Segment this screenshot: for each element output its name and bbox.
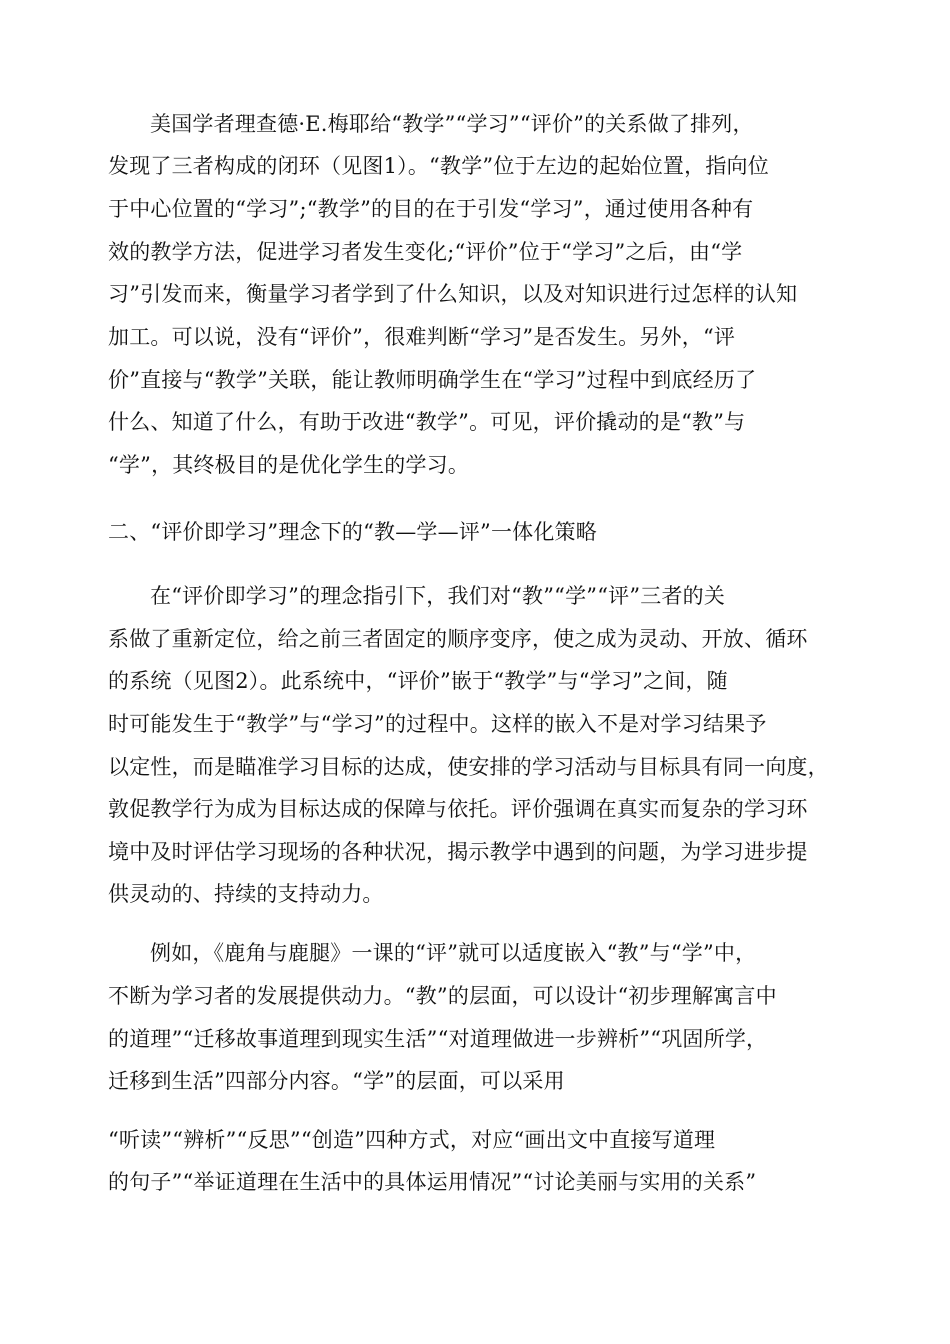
paragraph-2-line-8: 供灵动的、持续的支持动力。 [108,882,384,906]
paragraph-1-line-2: 发现了三者构成的闭环（见图1）。“教学”位于左边的起始位置，指向位 [108,154,769,178]
paragraph-1-line-9: “学”，其终极目的是优化学生的学习。 [108,453,470,477]
paragraph-3-line-4: 迁移到生活”四部分内容。“学”的层面，可以采用 [108,1069,565,1093]
paragraph-2-line-1: 在“评价即学习”的理念指引下，我们对“教”“学”“评”三者的关 [150,584,726,608]
paragraph-3-line-2: 不断为学习者的发展提供动力。“教”的层面，可以设计“初步理解寓言中 [108,984,777,1008]
paragraph-3-line-1: 例如，《鹿角与鹿腿》一课的“评”就可以适度嵌入“教”与“学”中， [150,941,757,965]
paragraph-2-line-4: 时可能发生于“教学”与“学习”的过程中。这样的嵌入不是对学习结果予 [108,712,767,736]
paragraph-4-line-2: 的句子”“举证道理在生活中的具体运用情况”“讨论美丽与实用的关系” [108,1170,757,1194]
paragraph-1-line-8: 什么、知道了什么，有助于改进“教学”。可见，评价撬动的是“教”与 [108,410,746,434]
paragraph-1-line-6: 加工。可以说，没有“评价”，很难判断“学习”是否发生。另外，“评 [108,325,736,349]
paragraph-1-line-7: 价”直接与“教学”关联，能让教师明确学生在“学习”过程中到底经历了 [108,368,757,392]
paragraph-2-line-2: 系做了重新定位，给之前三者固定的顺序变序，使之成为灵动、开放、循环 [108,627,808,651]
paragraph-2-line-7: 境中及时评估学习现场的各种状况，揭示教学中遇到的问题，为学习进步提 [108,840,808,864]
paragraph-1-line-5: 习”引发而来，衡量学习者学到了什么知识，以及对知识进行过怎样的认知 [108,282,798,306]
section-heading: 二、“评价即学习”理念下的“教—学—评”一体化策略 [108,520,597,544]
paragraph-2-line-5: 以定性，而是瞄准学习目标的达成，使安排的学习活动与目标具有同一向度， [108,755,829,779]
paragraph-1-line-3: 于中心位置的“学习”;“教学”的目的在于引发“学习”，通过使用各种有 [108,197,754,221]
paragraph-2-line-3: 的系统（见图2）。此系统中，“评价”嵌于“教学”与“学习”之间，随 [108,669,728,693]
paragraph-1-line-4: 效的教学方法，促进学习者发生变化;“评价”位于“学习”之后，由“学 [108,240,743,264]
paragraph-2-line-6: 敦促教学行为成为目标达成的保障与依托。评价强调在真实而复杂的学习环 [108,797,808,821]
paragraph-3-line-3: 的道理”“迁移故事道理到现实生活”“对道理做进一步辨析”“巩固所学， [108,1027,768,1051]
paragraph-4-line-1: “听读”“辨析”“反思”“创造”四种方式，对应“画出文中直接写道理 [108,1128,716,1152]
paragraph-1-line-1: 美国学者理查德·E.梅耶给“教学”“学习”“评价”的关系做了排列， [150,112,754,136]
